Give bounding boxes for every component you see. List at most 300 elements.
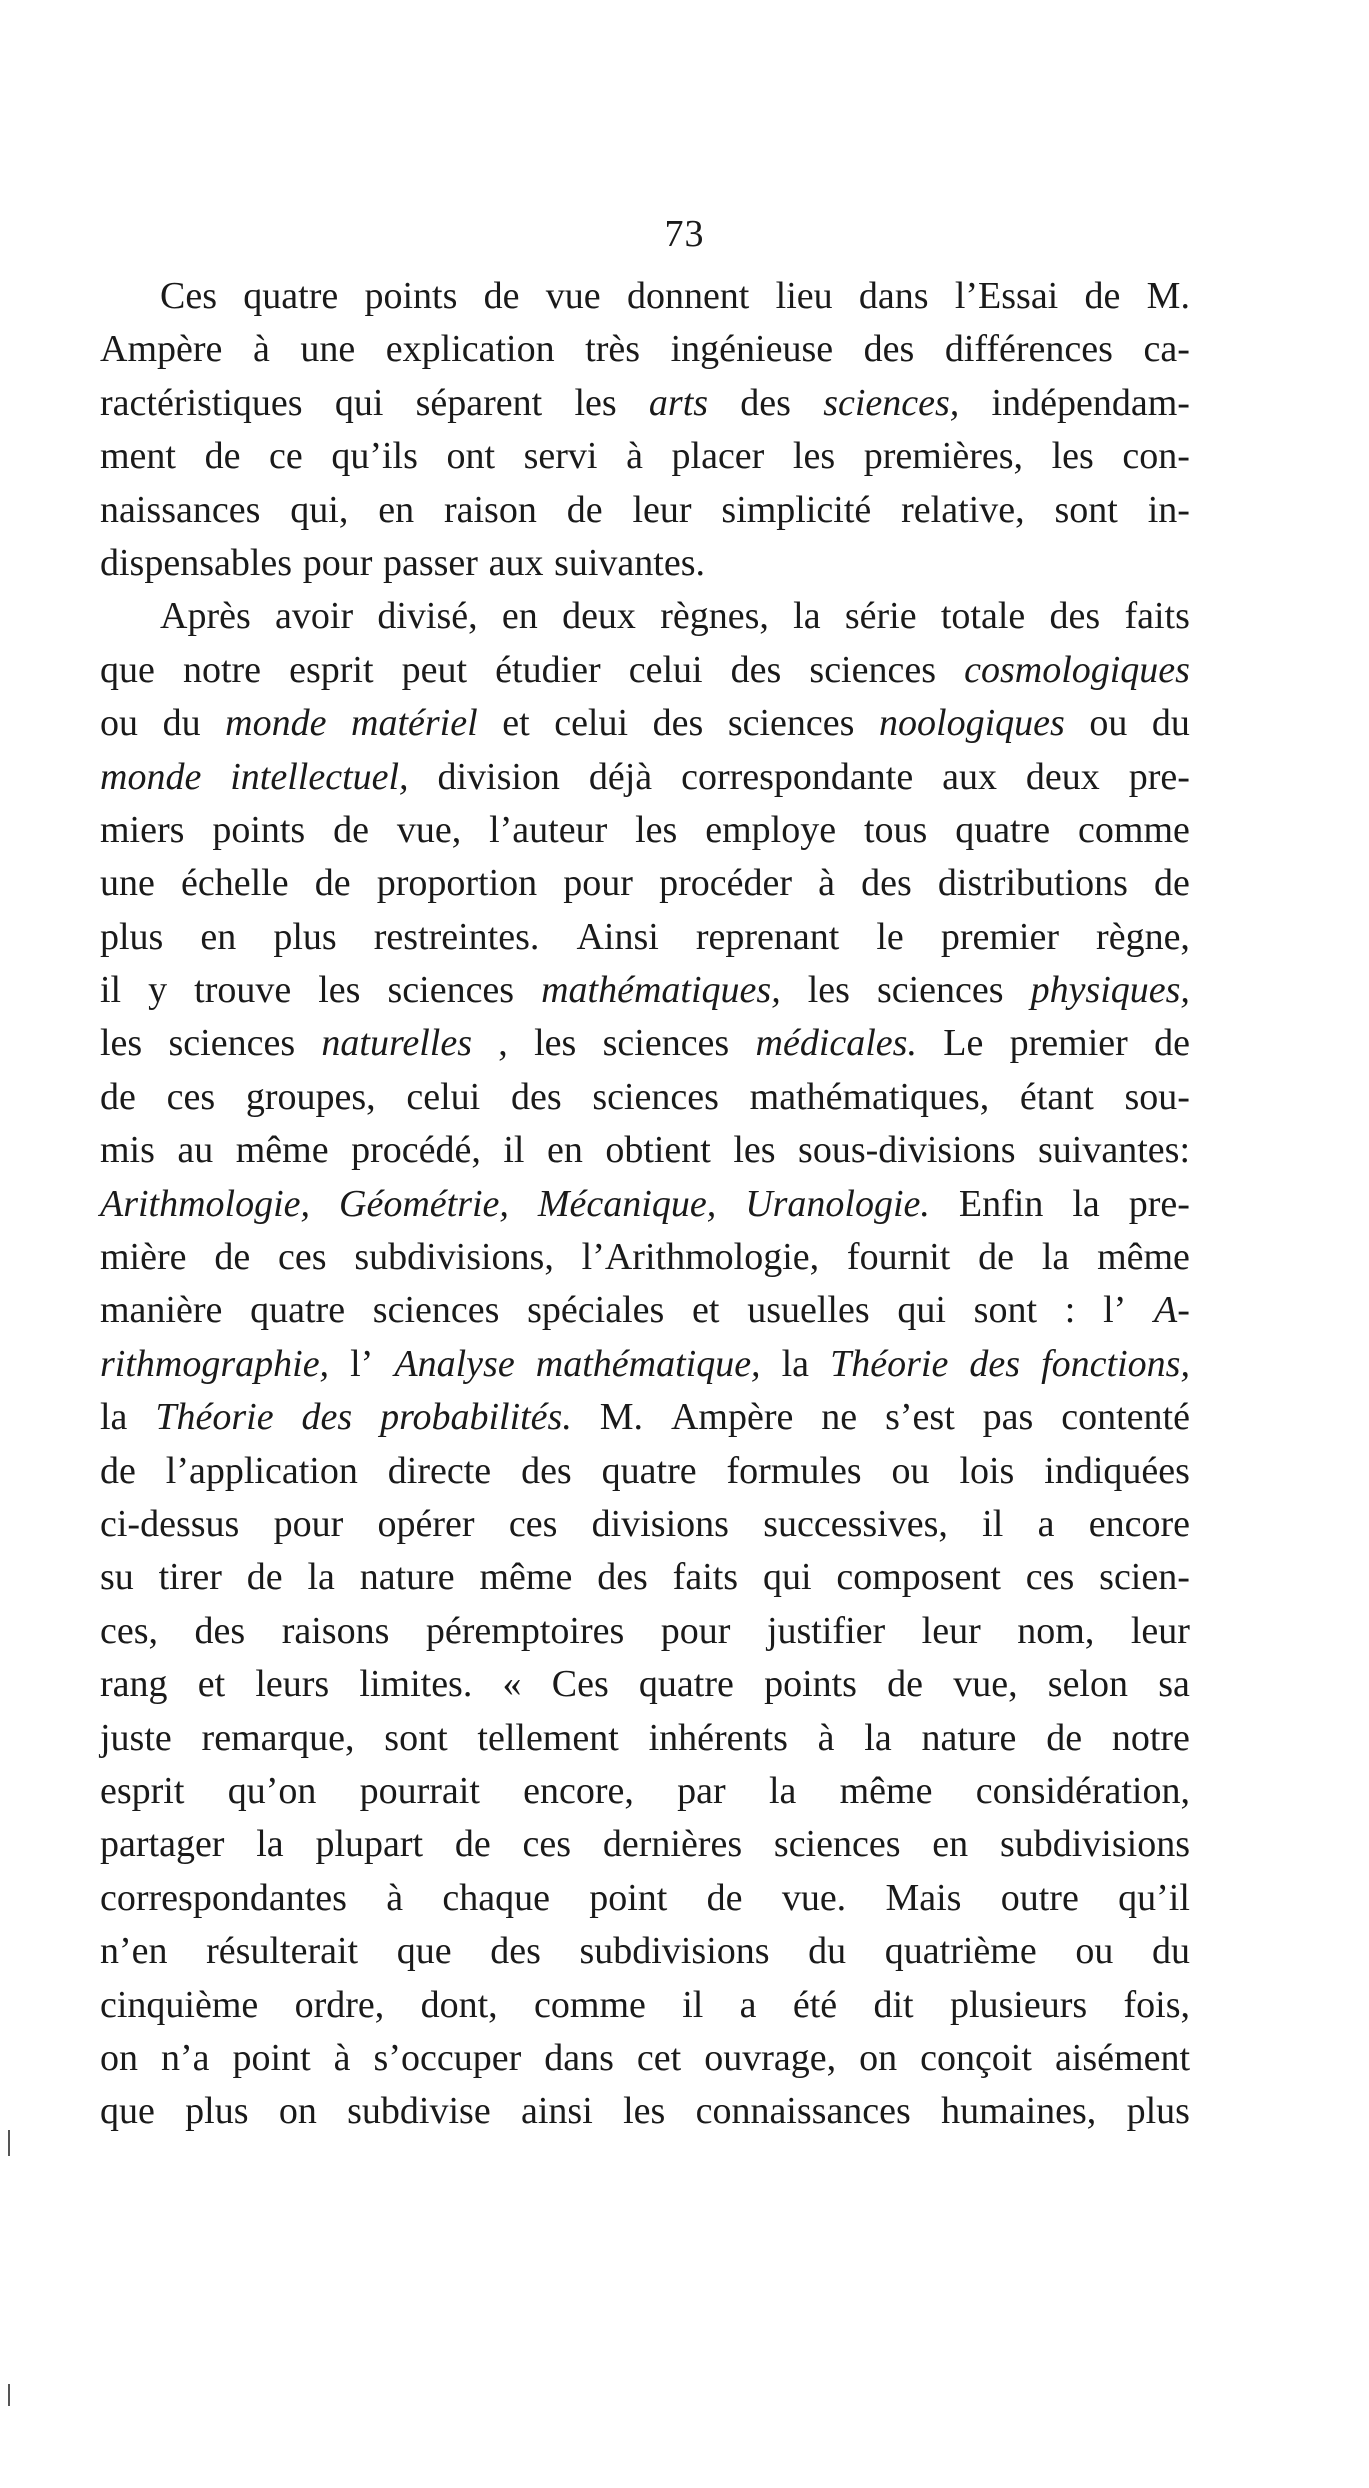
- word: qu’ils: [331, 435, 418, 478]
- word: indiquées: [1044, 1449, 1190, 1492]
- word: :: [1064, 1289, 1076, 1332]
- word: ou: [1075, 1930, 1114, 1973]
- word: très: [585, 328, 641, 371]
- word: plus: [185, 2090, 249, 2133]
- word: l’application: [165, 1449, 358, 1492]
- word: des: [194, 1609, 246, 1652]
- word: du: [1151, 702, 1190, 745]
- word: ou: [100, 702, 138, 745]
- word: restreintes.: [373, 915, 540, 958]
- text-line: [100, 1658, 1190, 1711]
- word: à: [333, 2036, 351, 2079]
- word: la: [864, 1716, 892, 1759]
- word: ces,: [100, 1609, 159, 1652]
- word: les: [100, 1022, 143, 1065]
- word: que: [396, 1930, 452, 1973]
- word: y: [148, 969, 168, 1012]
- text-line: [100, 697, 1190, 750]
- word: des: [730, 648, 782, 691]
- word: règnes,: [660, 595, 769, 638]
- word: du: [808, 1930, 847, 1973]
- word: des: [1049, 595, 1101, 638]
- word: une: [100, 862, 155, 905]
- word: sont: [384, 1716, 448, 1759]
- word: série: [844, 595, 917, 638]
- word: Ampère: [100, 328, 223, 371]
- italic-word: des: [301, 1396, 353, 1439]
- text-line: [100, 2085, 1190, 2138]
- word: sciences: [727, 702, 855, 745]
- word: des: [490, 1930, 541, 1973]
- word: manière: [100, 1289, 223, 1332]
- word: directe: [387, 1449, 492, 1492]
- word: de: [566, 488, 603, 531]
- word: pour: [660, 1609, 731, 1652]
- word: échelle: [181, 862, 289, 905]
- word: connaissances: [695, 2090, 911, 2133]
- word: indépendam-: [991, 381, 1190, 424]
- word: spéciales: [527, 1289, 665, 1332]
- word: deux: [1025, 755, 1100, 798]
- word: il: [503, 1129, 525, 1172]
- word: sont: [973, 1289, 1038, 1332]
- word: su: [100, 1556, 134, 1599]
- italic-word: Théorie: [155, 1396, 274, 1439]
- word: a: [1037, 1502, 1055, 1545]
- word: avoir: [275, 595, 354, 638]
- word: sa: [1158, 1663, 1190, 1706]
- text-line: [100, 1391, 1190, 1444]
- word: totale: [940, 595, 1026, 638]
- word: aux: [488, 541, 544, 584]
- text-line: [100, 1178, 1190, 1231]
- italic-word: sciences,: [823, 381, 960, 424]
- word: miers: [100, 808, 185, 851]
- word: point: [232, 2036, 311, 2079]
- italic-word: cosmologiques: [964, 648, 1190, 691]
- word: nom,: [1017, 1609, 1095, 1652]
- word: de: [204, 435, 241, 478]
- word: de: [1046, 1716, 1083, 1759]
- word: qui: [897, 1289, 946, 1332]
- word: aisément: [1054, 2036, 1190, 2079]
- word: pre-: [1128, 755, 1190, 798]
- text-line: [100, 857, 1190, 910]
- word: quatre: [243, 275, 339, 317]
- word: mis: [100, 1129, 155, 1172]
- word: plus: [100, 915, 164, 958]
- word: dit: [873, 1983, 914, 2026]
- word: ordre,: [294, 1983, 385, 2026]
- word: premier: [940, 915, 1059, 958]
- body-text: [100, 270, 1190, 2139]
- word: sciences: [372, 1289, 500, 1332]
- text-line: [100, 2032, 1190, 2085]
- word: du: [1151, 1930, 1190, 1973]
- word: correspondantes: [100, 1876, 347, 1919]
- text-line: [100, 537, 1190, 590]
- word: contenté: [1061, 1396, 1190, 1439]
- word: une: [300, 328, 356, 371]
- word: vue,: [953, 1663, 1018, 1706]
- word: mière: [100, 1236, 187, 1279]
- word: même: [839, 1769, 933, 1812]
- italic-word: intellectuel,: [230, 755, 409, 798]
- word: de: [100, 1449, 136, 1492]
- word: divisé,: [377, 595, 478, 638]
- word: les: [1051, 435, 1094, 478]
- italic-word: Géométrie,: [339, 1182, 509, 1225]
- word: usuelles: [747, 1289, 870, 1332]
- word: séparent: [415, 381, 543, 424]
- word: même: [235, 1129, 329, 1172]
- word: ce: [269, 435, 303, 478]
- word: sciences: [809, 648, 937, 691]
- word: cet: [636, 2036, 682, 2079]
- word: simplicité: [721, 488, 872, 531]
- italic-word: physiques,: [1030, 969, 1190, 1012]
- word: quatre: [250, 1289, 346, 1332]
- word: trouve: [194, 969, 292, 1012]
- italic-word: fonctions,: [1041, 1342, 1190, 1385]
- word: placer: [671, 435, 765, 478]
- word: en: [378, 488, 415, 531]
- word: ca-: [1143, 328, 1190, 371]
- word: de: [246, 1556, 283, 1599]
- text-line: [100, 1231, 1190, 1284]
- word: plus: [1126, 2090, 1190, 2133]
- word: Mais: [885, 1876, 962, 1919]
- word: de: [1084, 275, 1121, 317]
- word: de: [333, 808, 369, 851]
- word: lois: [959, 1449, 1015, 1492]
- word: de: [454, 1823, 491, 1866]
- word: des: [510, 1075, 562, 1118]
- word: ou: [1089, 702, 1128, 745]
- word: ,: [498, 1022, 508, 1065]
- word: ractéristiques: [100, 381, 303, 424]
- italic-word: rithmographie,: [100, 1342, 330, 1385]
- word: celui: [554, 702, 629, 745]
- word: ainsi: [520, 2090, 593, 2133]
- word: sous-divisions: [798, 1129, 1016, 1172]
- word: que: [100, 648, 155, 691]
- word: leur: [1130, 1609, 1190, 1652]
- margin-mark: [8, 2130, 10, 2156]
- text-line: [100, 1338, 1190, 1391]
- word: la: [781, 1342, 810, 1385]
- word: divisions: [591, 1502, 729, 1545]
- word: et: [197, 1663, 226, 1706]
- text-line: [100, 1551, 1190, 1604]
- word: chaque: [442, 1876, 550, 1919]
- word: comme: [1078, 808, 1190, 851]
- text-line: [100, 644, 1190, 697]
- word: vue.: [781, 1876, 847, 1919]
- word: cinquième: [100, 1983, 259, 2026]
- word: l’: [1103, 1289, 1127, 1332]
- word: quatre: [638, 1663, 734, 1706]
- word: proportion: [376, 862, 538, 905]
- italic-word: mathématique,: [535, 1342, 761, 1385]
- word: opérer: [377, 1502, 475, 1545]
- word: la: [256, 1823, 284, 1866]
- word: aux: [942, 755, 997, 798]
- word: ci-dessus: [100, 1502, 240, 1545]
- word: nature: [921, 1716, 1017, 1759]
- text-line: [100, 1124, 1190, 1177]
- word: plusieurs: [949, 1983, 1088, 2026]
- word: la: [793, 595, 821, 638]
- word: il: [682, 1983, 704, 2026]
- word: n’en: [100, 1930, 168, 1973]
- word: pas: [982, 1396, 1034, 1439]
- word: en: [932, 1823, 969, 1866]
- word: Ces: [160, 275, 217, 317]
- text-line: [100, 1071, 1190, 1124]
- word: on: [278, 2090, 317, 2133]
- italic-word: Mécanique,: [537, 1182, 717, 1225]
- italic-word: arts: [648, 381, 709, 424]
- word: qu’il: [1118, 1876, 1190, 1919]
- word: déjà: [588, 755, 653, 798]
- word: notre: [182, 648, 262, 691]
- text-line: [100, 804, 1190, 857]
- word: comme: [534, 1983, 646, 2026]
- word: ouvrage,: [704, 2036, 837, 2079]
- italic-word: matériel: [351, 702, 478, 745]
- word: en: [501, 595, 538, 638]
- word: ces: [508, 1502, 558, 1545]
- margin-mark: [8, 2384, 10, 2406]
- word: dispensables: [100, 541, 293, 584]
- text-line: [100, 430, 1190, 483]
- word: quatrième: [884, 1930, 1037, 1973]
- word: résulterait: [206, 1930, 359, 1973]
- text-line: [100, 270, 1190, 323]
- word: esprit: [289, 648, 374, 691]
- word: des: [597, 1556, 648, 1599]
- word: fois,: [1123, 1983, 1190, 2026]
- word: ment: [100, 435, 176, 478]
- word: règne,: [1096, 915, 1190, 958]
- word: de: [100, 1075, 136, 1118]
- word: l’Arithmologie,: [581, 1236, 820, 1279]
- word: plus: [273, 915, 337, 958]
- text-line: [100, 1445, 1190, 1498]
- text-line: [100, 484, 1190, 537]
- word: il: [100, 969, 122, 1012]
- word: de: [483, 275, 520, 317]
- italic-word: mathématiques,: [541, 969, 781, 1012]
- word: même: [479, 1556, 573, 1599]
- italic-word: noologiques: [879, 702, 1065, 745]
- word: mathématiques,: [749, 1075, 990, 1118]
- text-line: [100, 1605, 1190, 1658]
- word: ces: [1025, 1556, 1075, 1599]
- word: pour: [302, 541, 373, 584]
- word: de: [1154, 1022, 1190, 1065]
- word: été: [792, 1983, 838, 2026]
- word: des: [863, 328, 915, 371]
- word: de: [1154, 862, 1190, 905]
- word: passer: [382, 541, 478, 584]
- text-line: [100, 964, 1190, 1017]
- word: point: [589, 1876, 668, 1919]
- word: les: [635, 808, 678, 851]
- word: pourrait: [359, 1769, 480, 1812]
- italic-word: monde: [100, 755, 202, 798]
- word: tirer: [158, 1556, 222, 1599]
- word: subdivise: [347, 2090, 491, 2133]
- word: n’a: [161, 2036, 210, 2079]
- word: justifier: [766, 1609, 886, 1652]
- word: deux: [562, 595, 636, 638]
- word: procéder: [659, 862, 792, 905]
- word: suivantes.: [554, 541, 706, 584]
- word: ces: [277, 1236, 327, 1279]
- italic-word: Arithmologie,: [100, 1182, 311, 1225]
- word: explication: [385, 328, 555, 371]
- word: les: [534, 1022, 577, 1065]
- word: conçoit: [920, 2036, 1032, 2079]
- italic-word: Théorie: [830, 1342, 949, 1385]
- word: à: [626, 435, 643, 478]
- word: juste: [100, 1716, 172, 1759]
- word: la: [307, 1556, 335, 1599]
- word: à: [252, 328, 270, 371]
- word: con-: [1122, 435, 1190, 478]
- word: quatre: [955, 808, 1051, 851]
- word: points: [364, 275, 458, 317]
- word: ces: [166, 1075, 216, 1118]
- text-line: [100, 1498, 1190, 1551]
- word: sciences: [773, 1823, 901, 1866]
- text-line: [100, 377, 1190, 430]
- word: peut: [401, 648, 468, 691]
- word: les: [792, 435, 836, 478]
- word: formules: [726, 1449, 862, 1492]
- word: vue,: [396, 808, 462, 851]
- word: que: [100, 2090, 155, 2133]
- word: la: [768, 1769, 797, 1812]
- word: in-: [1147, 488, 1190, 531]
- word: celui: [406, 1075, 481, 1118]
- italic-word: A-: [1154, 1289, 1190, 1332]
- word: qu’on: [227, 1769, 317, 1812]
- word: obtient: [605, 1129, 711, 1172]
- word: rang: [100, 1663, 168, 1706]
- word: reprenant: [695, 915, 840, 958]
- word: on: [100, 2036, 138, 2079]
- word: selon: [1047, 1663, 1128, 1706]
- word: à: [386, 1876, 404, 1919]
- text-line: [100, 1979, 1190, 2032]
- word: sciences: [592, 1075, 719, 1118]
- word: subdivisions: [999, 1823, 1190, 1866]
- word: qui: [762, 1556, 812, 1599]
- word: lieu: [775, 275, 833, 317]
- word: dans: [544, 2036, 614, 2079]
- word: premier: [1009, 1022, 1128, 1065]
- word: inhérents: [648, 1716, 788, 1759]
- word: donnent: [626, 275, 750, 317]
- italic-word: naturelles: [321, 1022, 472, 1065]
- word: composent: [836, 1556, 1001, 1599]
- word: à: [818, 862, 835, 905]
- word: de: [887, 1663, 924, 1706]
- word: sciences: [168, 1022, 296, 1065]
- word: points: [764, 1663, 857, 1706]
- word: pour: [273, 1502, 344, 1545]
- word: en: [200, 915, 237, 958]
- word: leur: [632, 488, 692, 531]
- italic-word: Uranologie.: [745, 1182, 930, 1225]
- word: les: [574, 381, 617, 424]
- word: raisons: [281, 1609, 390, 1652]
- word: péremptoires: [425, 1609, 625, 1652]
- word: raison: [443, 488, 537, 531]
- word: celui: [628, 648, 703, 691]
- word: esprit: [100, 1769, 185, 1812]
- page-number: 73: [664, 213, 705, 255]
- word: le: [876, 915, 904, 958]
- word: l’Essai: [954, 275, 1059, 317]
- word: humaines,: [941, 2090, 1097, 2133]
- word: ingénieuse: [670, 328, 834, 371]
- word: vue: [545, 275, 601, 317]
- word: Ces: [551, 1663, 609, 1706]
- word: points: [212, 808, 306, 851]
- word: du: [162, 702, 201, 745]
- word: ne: [821, 1396, 858, 1439]
- word: pre-: [1128, 1182, 1190, 1225]
- italic-word: des: [969, 1342, 1021, 1385]
- text-line: [100, 590, 1190, 643]
- word: fournit: [846, 1236, 951, 1279]
- word: des: [652, 702, 704, 745]
- word: tous: [863, 808, 928, 851]
- word: servi: [523, 435, 598, 478]
- word: leurs: [255, 1663, 330, 1706]
- word: dont,: [420, 1983, 498, 2026]
- word: Le: [943, 1022, 984, 1065]
- word: des: [861, 862, 912, 905]
- word: à: [817, 1716, 835, 1759]
- word: subdivisions,: [354, 1236, 554, 1279]
- word: de: [706, 1876, 743, 1919]
- text-line: [100, 1818, 1190, 1871]
- word: les: [807, 969, 850, 1012]
- word: considération,: [975, 1769, 1190, 1812]
- word: dans: [858, 275, 929, 317]
- word: naissances: [100, 488, 261, 531]
- word: Enfin: [958, 1182, 1044, 1225]
- word: tellement: [477, 1716, 619, 1759]
- word: les: [733, 1129, 776, 1172]
- text-line: [100, 323, 1190, 376]
- word: et: [502, 702, 530, 745]
- word: par: [677, 1769, 726, 1812]
- word: relative,: [901, 488, 1025, 531]
- italic-word: Analyse: [394, 1342, 515, 1385]
- word: la: [100, 1396, 128, 1439]
- word: de: [314, 862, 351, 905]
- text-line: [100, 1712, 1190, 1765]
- word: qui: [334, 381, 384, 424]
- word: Ainsi: [576, 915, 659, 958]
- word: M.: [1146, 275, 1190, 317]
